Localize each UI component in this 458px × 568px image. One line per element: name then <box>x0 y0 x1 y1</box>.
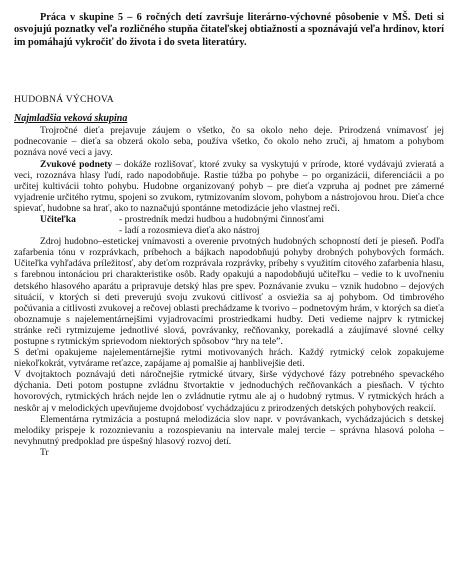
subsection-title: Najmladšia veková skupina <box>14 113 128 125</box>
paragraph-2-text: – dokáže rozlišovať, ktoré zvuky sa vyskytujú v prírode, ktoré vydávajú zvieratá a veci, rozoznáva hlasy ľudí, rado napodobňuje. Rastie túžba po pohybe – po organizácii, diferenciácii a po určitej kultivácii tohto pohybu. Hudobne organizovaný pohyb – pre dieťa vzpruha aj podnet pre zámerné vyjadrenie určitého rytmu, spojeni so zvukom, rytmizovaním slovom, pohybom a nástrojovou hrou. Dieťa chce spievať, hudobne sa hrať, ako to naznačujú spontánne metodizácie jeho vlastnej reči. <box>14 158 444 214</box>
teacher-definition-row-2 <box>14 225 444 236</box>
teacher-definition-row-1 <box>14 214 444 225</box>
paragraph-5: V dvojtaktoch poznávajú deti náročnejšie rytmické útvary, širše výdychové fázy potrebného spevackého dýchania. Deti potom postupne zvládnu štvortaktie v jednoduchých rečňovankách a piesňach. V týchto hovorových, rytmických hrách nejde len o zvládnutie rytmu ale aj o hudobný rytmus. V rytmických hrách a neskôr aj v melodických upevňujeme dvojdobosť vychádzajúcu z prirodzených detských pohybových reakcií. <box>14 369 444 414</box>
paragraph-2-lead: Zvukové podnety <box>40 158 113 170</box>
intro-paragraph: Práca v skupine 5 – 6 ročných detí završuje literárno-výchovné pôsobenie v MŠ. Deti si osvojujú poznatky veľa rozličného stupňa čitateľskej obtiažnosti a spoznávajú veľa hrdinov, ktorí im pomáhajú vykročiť do života i do sveta literatúry. <box>14 12 444 48</box>
teacher-item-2: - ladí a rozosmieva dieťa ako nástroj <box>119 225 260 237</box>
section-title: HUDOBNÁ VÝCHOVA <box>14 94 114 106</box>
paragraph-3: Zdroj hudobno–estetickej vnímavosti a overenie prvotných hudobných schopností detí je pieseň. Podľa zafarbenia tónu v rozprávkach, príbehoch a bájkach napodobňujú pohyby drobných pohybových formách. Učiteľka vyhľadáva príležitosť, aby deťom rozprávala rozprávky, príbehy s využitím citového zafarbenia hlasu, s farebnou intonáciou pri charakteristike osôb. Rady opakujú a napodobňujú učiteľku – vedie to k uvoľneniu detského hlasového aparátu a pripravuje detský hlas pre spev. Poznávanie zvuku – vznik hudobno – dejových situácií, v ktorých si deti preverujú svoju zvukovú citlivosť a osviežia sa aj pohybom. Od timbrového počúvania a citlivosti zvukovej a rečovej oblasti prechádzame k tvorivo – podnetovým hrám, v ktorých sa dieťa oboznamuje s najelementárnejšími vyjadrovacími prostriedkami hudby. Deti vedieme najprv k rytmickej stránke reči rytmizujeme jednotlivé slová, povrávanky, rečňovanky, porekadlá a záujímavé slovné celky postupne s rytmickým sprievodom niektorých spôsobov “hry na tele”. <box>14 236 444 347</box>
paragraph-6: Elementárna rytmizácia a postupná melodizácia slov napr. v povrávankach, vychádzajúcich s detskej melodiky prispeje k rozoznievaniu a rozospievaniu na intervale malej tercie – správna hlasová poloha – nevyhnutný predpoklad pre úspešný hlasový rozvoj detí. <box>14 413 444 447</box>
teacher-label-spacer <box>14 225 119 236</box>
teacher-item-1: - prostredník medzi hudbou a hudobnými činnosťami <box>119 213 325 225</box>
paragraph-7-partial: Tr <box>40 446 49 458</box>
paragraph-1: Trojročné dieťa prejavuje záujem o všetko, čo sa okolo neho deje. Prirodzená vnímavosť jej podnecovanie – dieťa sa obzerá okolo seba, používa všetko, čo okolo neho zruči, aj hmatom a pohybom poznáva nové veci a javy. <box>14 125 444 159</box>
paragraph-2 <box>14 159 444 214</box>
paragraph-4: S deťmi opakujeme najelementárnejšie rytmi motivovaných hrách. Každý rytmický celok zopakujeme niekoľkokrát, vytvárame reťazce, zapájame aj pomalšie aj hanblivejšie deti. <box>14 347 444 370</box>
teacher-label: Učiteľka <box>40 213 76 225</box>
